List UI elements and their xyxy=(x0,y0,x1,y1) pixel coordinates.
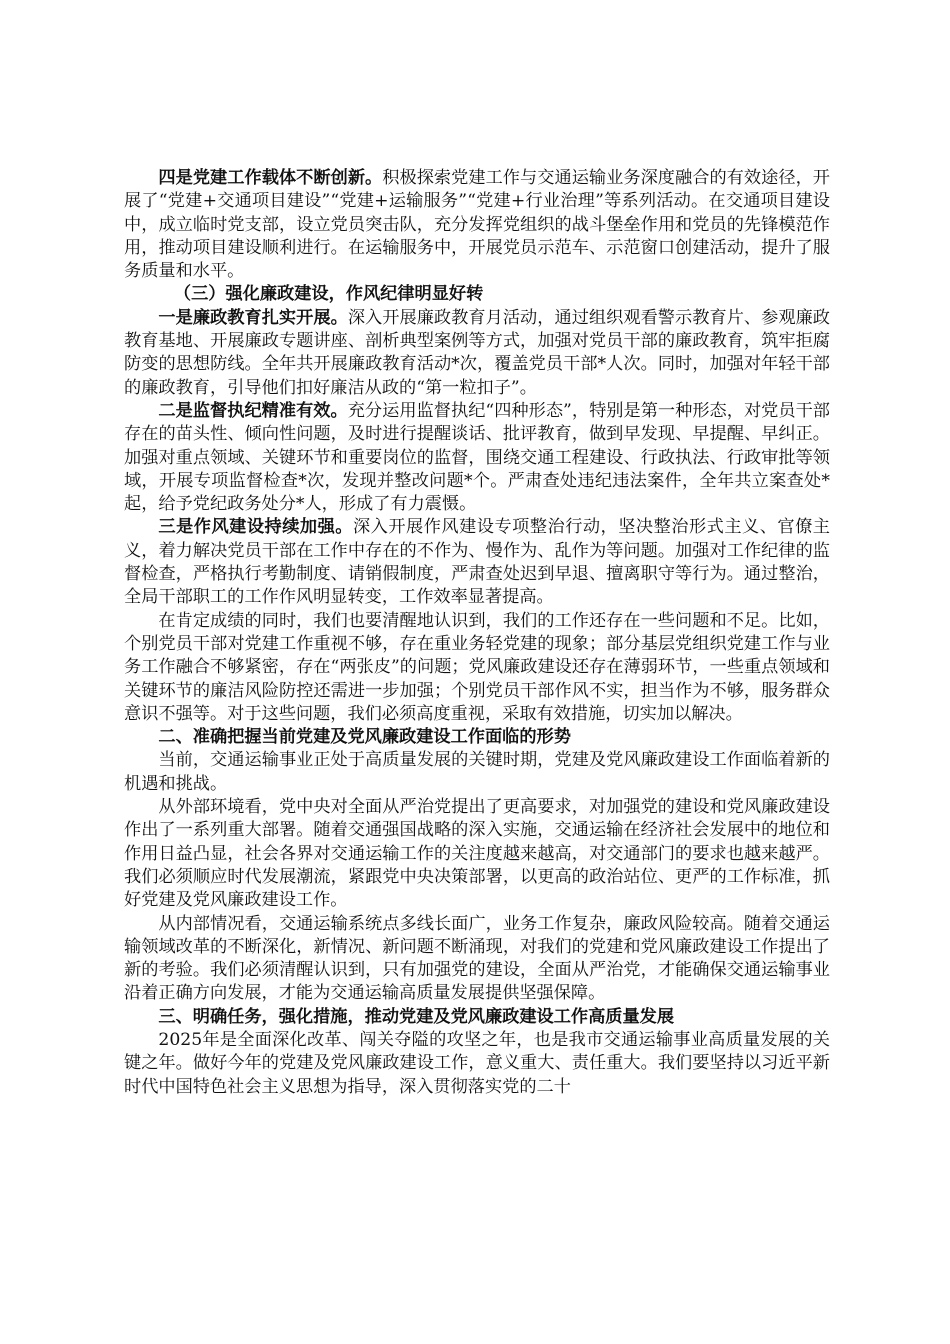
paragraph xyxy=(124,400,830,516)
section-heading: 二、准确把握当前党建及党风廉政建设工作面临的形势 xyxy=(158,727,571,748)
paragraph-lead: 二是监督执纪精准有效。 xyxy=(158,400,348,421)
paragraph: 从内部情况看，交通运输系统点多线长面广，业务工作复杂，廉政风险较高。随着交通运输领域改革的不断深化，新情况、新问题不断涌现，对我们的党建和党风廉政建设工作提出了新的考验。我们必须清醒认识到，只有加强党的建设，全面从严治党，才能确保交通运输事业沿着正确方向发展，才能为交通运输高质量发展提供坚强保障。 xyxy=(124,913,830,1004)
paragraph-text: 充分运用监督执纪“四种形态”，特别是第一种形态，对党员干部存在的苗头性、倾向性问题，及时进行提醒谈话、批评教育，做到早发现、早提醒、早纠正。加强对重点领域、关键环节和重要岗位的监督，围绕交通工程建设、行政执法、行政审批等领域，开展专项监督检查*次，发现并整改问题*个。严肃查处违纪违法案件，全年共立案查处*起，给予党纪政务处分*人，形成了有力震慑。 xyxy=(124,400,830,515)
paragraph-lead: 三是作风建设持续加强。 xyxy=(158,517,353,538)
paragraph-text: 深入开展廉政教育月活动，通过组织观看警示教育片、参观廉政教育基地、开展廉政专题讲座、剖析典型案例等方式，加强对党员干部的廉政教育，筑牢拒腐防变的思想防线。全年共开展廉政教育活动*次，覆盖党员干部*人次。同时，加强对年轻干部的廉政教育，引导他们扣好廉洁从政的“第一粒扣子”。 xyxy=(124,307,830,398)
paragraph-lead: 一是廉政教育扎实开展。 xyxy=(158,307,348,328)
paragraph-lead: 四是党建工作载体不断创新。 xyxy=(158,168,383,188)
paragraph xyxy=(124,307,830,400)
section-heading: 三、明确任务，强化措施，推动党建及党风廉政建设工作高质量发展 xyxy=(158,1006,675,1027)
paragraph-text: 积极探索党建工作与交通运输业务深度融合的有效途径，开展了“党建+交通项目建设”“党建+运输服务”“党建+行业治理”等系列活动。在交通项目建设中，成立临时党支部，设立党员突击队，充分发挥党组织的战斗堡垒作用和党员的先锋模范作用，推动项目建设顺利进行。在运输服务中，开展党员示范车、示范窗口创建活动，提升了服务质量和水平。 xyxy=(124,168,830,282)
section-heading: （三）强化廉政建设，作风纪律明显好转 xyxy=(173,284,484,305)
paragraph xyxy=(124,167,830,283)
paragraph: 在肯定成绩的同时，我们也要清醒地认识到，我们的工作还存在一些问题和不足。比如，个别党员干部对党建工作重视不够，存在重业务轻党建的现象；部分基层党组织党建工作与业务工作融合不够紧密，存在“两张皮”的问题；党风廉政建设还存在薄弱环节，一些重点领域和关键环节的廉洁风险防控还需进一步加强；个别党员干部作风不实，担当作为不够，服务群众意识不强等。对于这些问题，我们必须高度重视，采取有效措施，切实加以解决。 xyxy=(124,610,830,724)
paragraph-text: 深入开展作风建设专项整治行动，坚决整治形式主义、官僚主义，着力解决党员干部在工作中存在的不作为、慢作为、乱作为等问题。加强对工作纪律的监督检查，严格执行考勤制度、请销假制度，严肃查处迟到早退、擅离职守等行为。通过整治，全局干部职工的工作作风明显转变，工作效率显著提高。 xyxy=(124,517,830,608)
paragraph: 2025年是全面深化改革、闯关夺隘的攻坚之年，也是我市交通运输事业高质量发展的关键之年。做好今年的党建及党风廉政建设工作，意义重大、责任重大。我们要坚持以习近平新时代中国特色社会主义思想为指导，深入贯彻落实党的二十 xyxy=(124,1029,830,1097)
paragraph: 从外部环境看，党中央对全面从严治党提出了更高要求，对加强党的建设和党风廉政建设作出了一系列重大部署。随着交通强国战略的深入实施，交通运输在经济社会发展中的地位和作用日益凸显，社会各界对交通运输工作的关注度越来越高，对交通部门的要求也越来越严。我们必须顺应时代发展潮流，紧跟党中央决策部署，以更高的政治站位、更严的工作标准，抓好党建及党风廉政建设工作。 xyxy=(124,797,830,911)
document-body xyxy=(124,167,830,1099)
paragraph xyxy=(124,516,830,609)
paragraph: 当前，交通运输事业正处于高质量发展的关键时期，党建及党风廉政建设工作面临着新的机遇和挑战。 xyxy=(124,750,830,794)
